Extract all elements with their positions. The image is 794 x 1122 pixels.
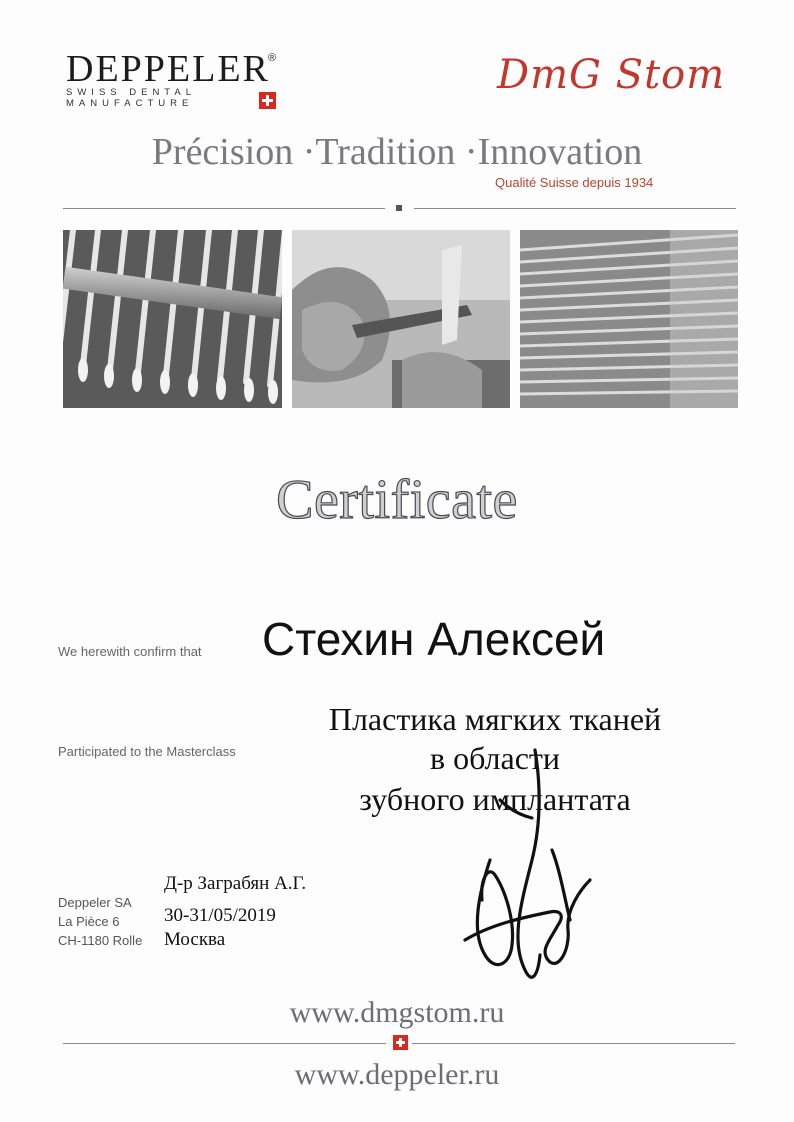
photo-instrument-blades: [520, 230, 738, 408]
photo-craftsman-hands: [292, 230, 510, 408]
handwritten-signature: [440, 740, 600, 1000]
divider-left: [63, 208, 385, 209]
deppeler-logo-text: DEPPELER: [66, 48, 270, 90]
tagline: Précision ·Tradition ·Innovation: [151, 131, 643, 173]
photo-instruments-row: [63, 230, 282, 408]
divider-dot: [396, 205, 402, 211]
sub-tagline: Qualité Suisse depuis 1934: [495, 175, 654, 190]
divider-right: [414, 208, 736, 209]
registered-mark: ®: [268, 52, 277, 64]
brand-subline-2: MANUFACTURE: [66, 98, 194, 109]
footer-divider-left: [63, 1043, 386, 1044]
brand-subline-1: SWISS DENTAL: [66, 87, 197, 98]
certificate-title: Certificate: [276, 469, 518, 531]
website-deppeler[interactable]: www.deppeler.ru: [294, 1058, 500, 1091]
course-dates: 30-31/05/2019: [164, 905, 276, 926]
footer-divider-right: [412, 1043, 735, 1044]
participated-label: Participated to the Masterclass: [58, 744, 236, 759]
company-city: CH-1180 Rolle: [58, 933, 143, 948]
company-street: La Pièce 6: [58, 914, 120, 929]
recipient-name: Стехин Алексей: [262, 613, 606, 665]
company-name: Deppeler SA: [58, 895, 132, 910]
swiss-cross-icon: [259, 92, 276, 109]
confirm-label: We herewith confirm that: [58, 644, 202, 659]
website-dmgstom[interactable]: www.dmgstom.ru: [289, 996, 505, 1029]
dmg-stom-logo: DmG Stom: [497, 52, 726, 98]
swiss-cross-icon: [393, 1035, 408, 1050]
course-city: Москва: [164, 929, 226, 950]
course-title-line: Пластика мягких тканей: [328, 701, 662, 737]
course-title-line: в области: [429, 740, 561, 776]
instructor-name: Д-р Заграбян А.Г.: [164, 873, 307, 894]
course-title-line: зубного имплантата: [359, 781, 631, 817]
